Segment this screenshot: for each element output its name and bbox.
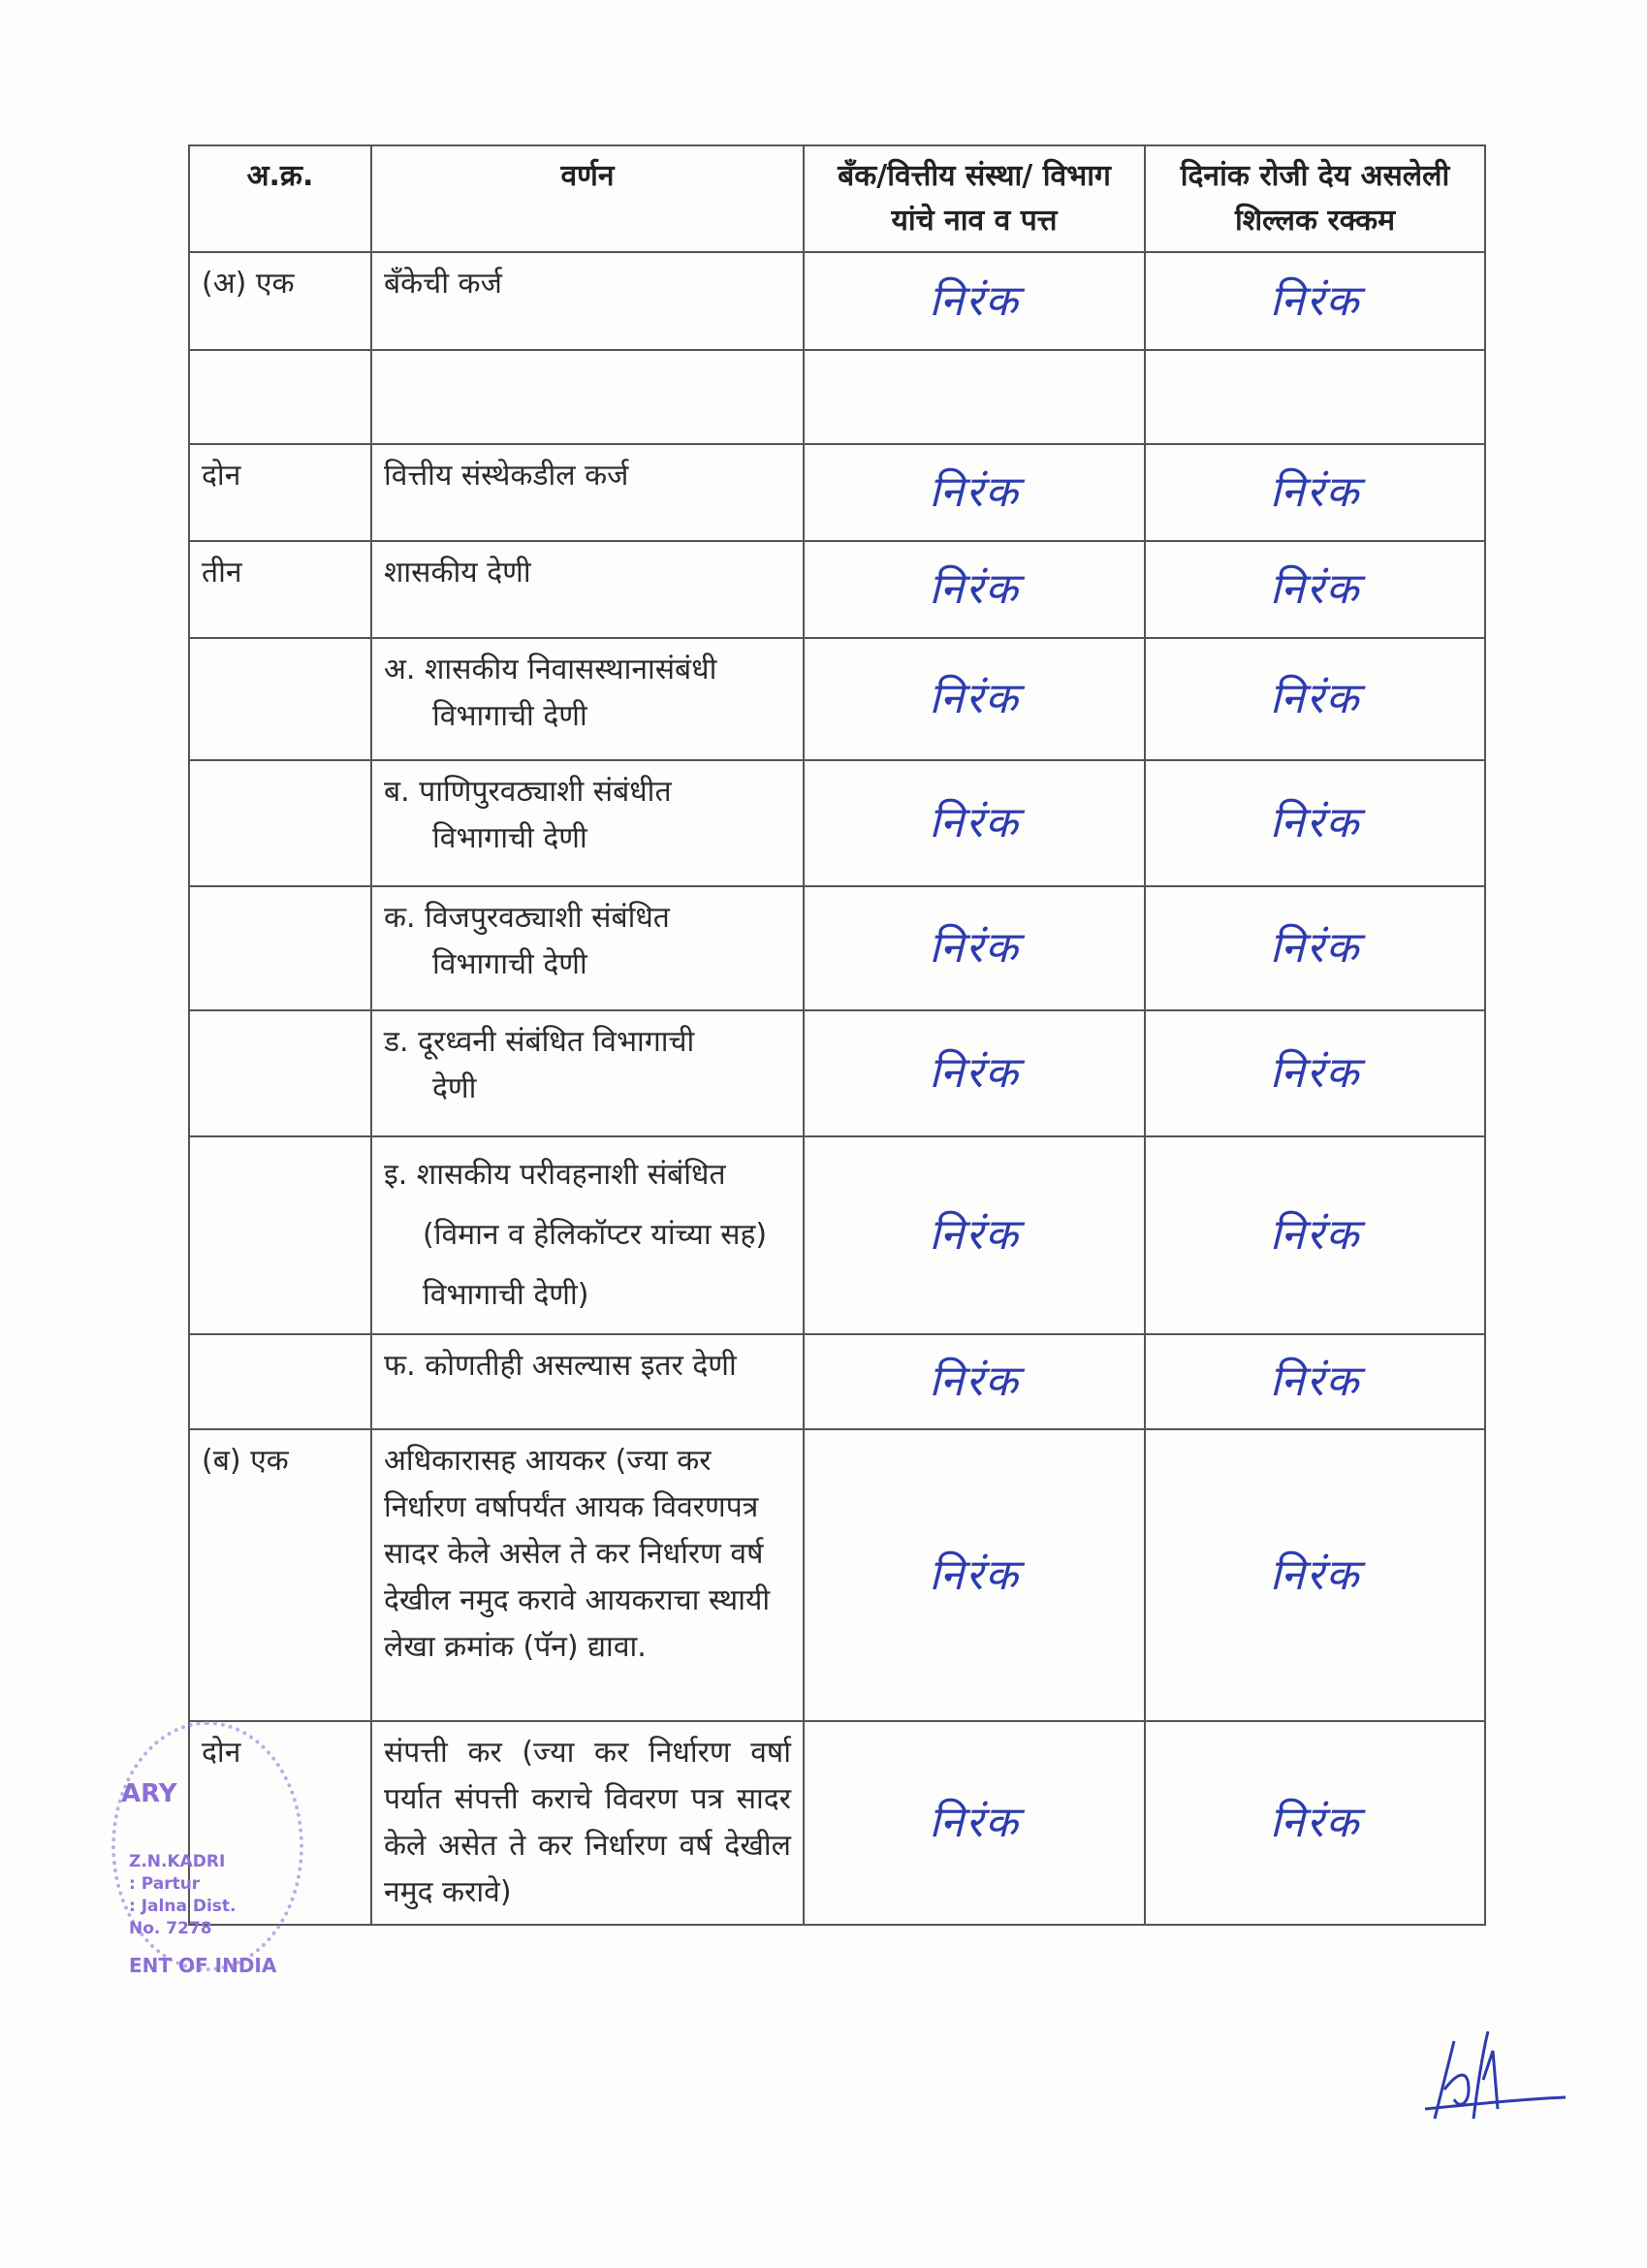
handwritten-bank-cell: निरंक bbox=[804, 760, 1145, 886]
description-cell bbox=[371, 350, 804, 444]
handwritten-amount-cell: निरंक bbox=[1145, 760, 1485, 886]
description-cell: शासकीय देणी bbox=[371, 541, 804, 638]
bank-cell bbox=[804, 350, 1145, 444]
description-line: देणी bbox=[432, 1071, 477, 1105]
table-row bbox=[189, 1010, 1485, 1136]
handwritten-amount-cell: निरंक bbox=[1145, 886, 1485, 1010]
table-row bbox=[189, 886, 1485, 1010]
serial-cell bbox=[189, 760, 371, 886]
handwritten-amount-cell: निरंक bbox=[1145, 541, 1485, 638]
handwritten-amount-cell: निरंक bbox=[1145, 1429, 1485, 1721]
table-row bbox=[189, 541, 1485, 638]
serial-cell bbox=[189, 886, 371, 1010]
stamp-arc-bottom: ENT OF INDIA bbox=[129, 1954, 277, 1977]
notary-stamp bbox=[121, 1721, 286, 1983]
handwritten-bank-cell: निरंक bbox=[804, 886, 1145, 1010]
handwritten-amount-cell: निरंक bbox=[1145, 444, 1485, 541]
description-cell bbox=[371, 886, 804, 1010]
table-row bbox=[189, 760, 1485, 886]
table-row bbox=[189, 252, 1485, 350]
handwritten-amount-cell: निरंक bbox=[1145, 1010, 1485, 1136]
stamp-place: : Partur bbox=[129, 1874, 201, 1894]
description-line: विभागाची देणी bbox=[432, 947, 587, 981]
description-line: (विमान व हेलिकॉप्टर यांच्या सह) विभागाची देणी) bbox=[423, 1218, 768, 1312]
serial-cell bbox=[189, 1010, 371, 1136]
description-cell: अधिकारासह आयकर (ज्या कर निर्धारण वर्षापर्यंत आयक विवरणपत्र सादर केले असेल ते कर निर्धारण वर्ष देखील नमुद करावे आयकराचा स्थायी लेखा क्रमांक (पॅन) द्यावा. bbox=[371, 1429, 804, 1721]
stamp-name: Z.N.KADRI bbox=[129, 1852, 226, 1871]
handwritten-amount-cell: निरंक bbox=[1145, 1136, 1485, 1334]
serial-cell: तीन bbox=[189, 541, 371, 638]
stamp-district: : Jalna Dist. bbox=[129, 1897, 237, 1916]
handwritten-bank-cell: निरंक bbox=[804, 252, 1145, 350]
handwritten-bank-cell: निरंक bbox=[804, 541, 1145, 638]
serial-cell bbox=[189, 1136, 371, 1334]
description-line: ब. पाणिपुरवठ्याशी संबंधीत bbox=[384, 775, 672, 809]
table-row bbox=[189, 638, 1485, 760]
handwritten-bank-cell: निरंक bbox=[804, 1334, 1145, 1429]
table-row bbox=[189, 1136, 1485, 1334]
serial-cell: दोन bbox=[189, 444, 371, 541]
description-cell: फ. कोणतीही असल्यास इतर देणी bbox=[371, 1334, 804, 1429]
description-line: इ. शासकीय परीवहनाशी संबंधित bbox=[384, 1158, 726, 1192]
description-cell bbox=[371, 638, 804, 760]
description-line: क. विजपुरवठ्याशी संबंधित bbox=[384, 901, 670, 935]
description-cell: वित्तीय संस्थेकडील कर्ज bbox=[371, 444, 804, 541]
handwritten-bank-cell: निरंक bbox=[804, 1136, 1145, 1334]
liabilities-table bbox=[188, 144, 1486, 1926]
handwritten-bank-cell: निरंक bbox=[804, 1010, 1145, 1136]
header-amount: दिनांक रोजी देय असलेली शिल्लक रक्कम bbox=[1145, 145, 1485, 252]
handwritten-amount-cell: निरंक bbox=[1145, 1721, 1485, 1925]
table-row bbox=[189, 1429, 1485, 1721]
stamp-arc-top: ARY bbox=[121, 1779, 177, 1808]
amount-cell bbox=[1145, 350, 1485, 444]
handwritten-amount-cell: निरंक bbox=[1145, 252, 1485, 350]
serial-cell: (ब) एक bbox=[189, 1429, 371, 1721]
table-row bbox=[189, 444, 1485, 541]
serial-cell: (अ) एक bbox=[189, 252, 371, 350]
description-cell: संपत्ती कर (ज्या कर निर्धारण वर्षा पर्यात संपत्ती कराचे विवरण पत्र सादर केले असेत ते कर निर्धारण वर्ष देखील नमुद करावे) bbox=[371, 1721, 804, 1925]
header-bank: बँक/वित्तीय संस्था/ विभाग यांचे नाव व पत्त bbox=[804, 145, 1145, 252]
description-cell bbox=[371, 1136, 804, 1334]
table-row-empty bbox=[189, 350, 1485, 444]
handwritten-bank-cell: निरंक bbox=[804, 444, 1145, 541]
description-line: ड. दूरध्वनी संबंधित विभागाची bbox=[384, 1025, 695, 1059]
header-description: वर्णन bbox=[371, 145, 804, 252]
stamp-reg-no: No. 7278 bbox=[129, 1919, 212, 1938]
serial-cell bbox=[189, 638, 371, 760]
handwritten-bank-cell: निरंक bbox=[804, 1721, 1145, 1925]
signature bbox=[1415, 2022, 1570, 2138]
serial-cell bbox=[189, 350, 371, 444]
handwritten-bank-cell: निरंक bbox=[804, 1429, 1145, 1721]
serial-cell: दोन bbox=[189, 1721, 371, 1925]
description-cell bbox=[371, 760, 804, 886]
description-line: विभागाची देणी bbox=[432, 699, 587, 733]
table-row bbox=[189, 1721, 1485, 1925]
handwritten-amount-cell: निरंक bbox=[1145, 1334, 1485, 1429]
handwritten-bank-cell: निरंक bbox=[804, 638, 1145, 760]
description-line: अ. शासकीय निवासस्थानासंबंधी bbox=[384, 653, 717, 687]
header-serial: अ.क्र. bbox=[189, 145, 371, 252]
serial-cell bbox=[189, 1334, 371, 1429]
description-cell: बँकेची कर्ज bbox=[371, 252, 804, 350]
table-row bbox=[189, 1334, 1485, 1429]
description-line: विभागाची देणी bbox=[432, 821, 587, 855]
description-cell bbox=[371, 1010, 804, 1136]
table-header-row bbox=[189, 145, 1485, 252]
handwritten-amount-cell: निरंक bbox=[1145, 638, 1485, 760]
